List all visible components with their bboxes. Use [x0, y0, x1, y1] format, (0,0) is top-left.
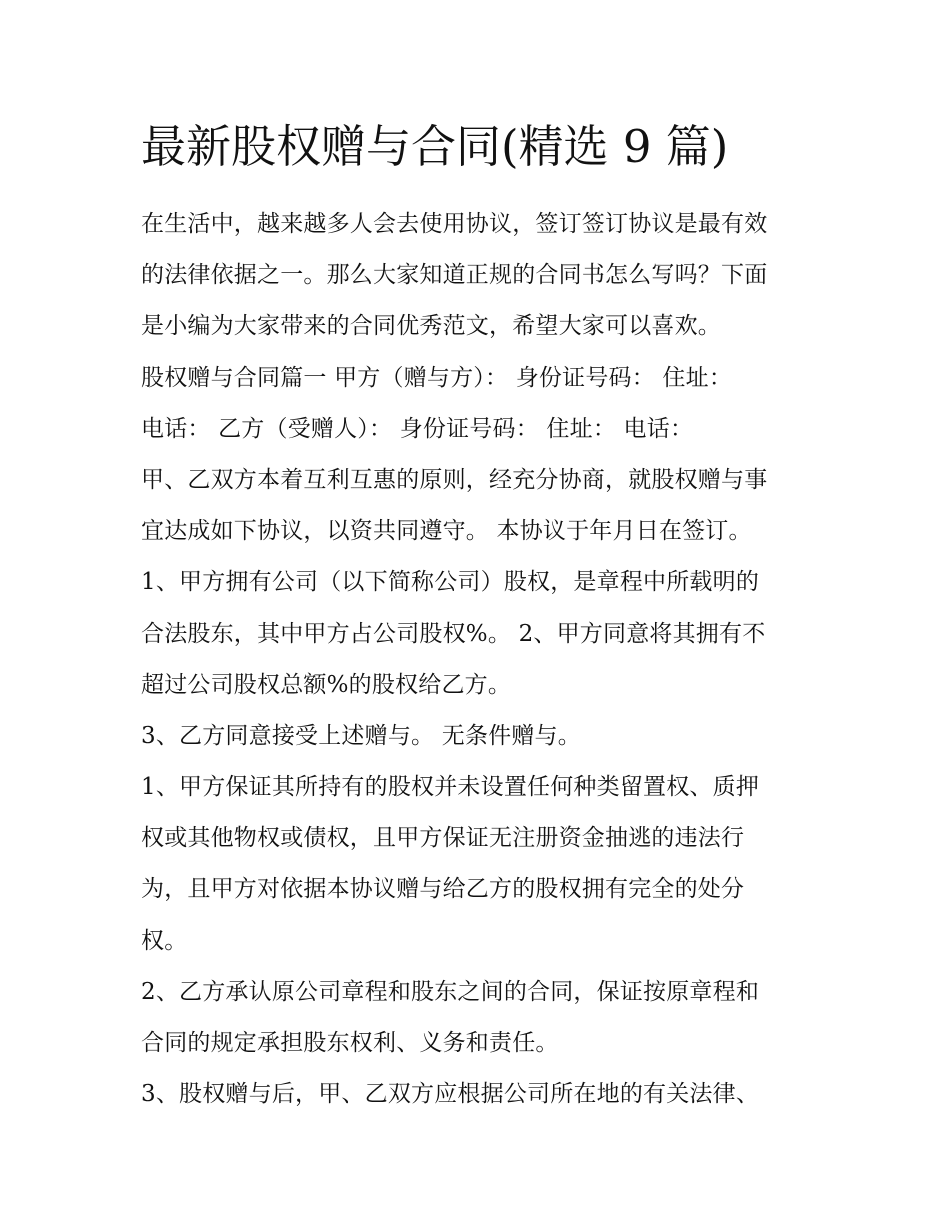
text-line: 合法股东，其中甲方占公司股权%。 2、甲方同意将其拥有不	[141, 620, 766, 647]
text-line: 3、乙方同意接受上述赠与。 无条件赠与。	[141, 722, 581, 749]
text-line: 的法律依据之一。那么大家知道正规的合同书怎么写吗？下面	[141, 262, 768, 289]
text-line: 权。	[141, 927, 188, 954]
text-line: 股权赠与合同篇一 甲方（赠与方）： 身份证号码： 住址：	[141, 364, 733, 391]
text-line: 为，且甲方对依据本协议赠与给乙方的股权拥有完全的处分	[141, 876, 745, 903]
text-line: 1、甲方拥有公司（以下简称公司）股权，是章程中所载明的	[141, 569, 760, 596]
text-line: 3、股权赠与后，甲、乙双方应根据公司所在地的有关法律、	[141, 1081, 760, 1108]
text-line: 1、甲方保证其所持有的股权并未设置任何种类留置权、质押	[141, 774, 760, 801]
text-line: 2、乙方承认原公司章程和股东之间的合同，保证按原章程和	[141, 978, 760, 1005]
text-line: 电话： 乙方（受赠人）： 身份证号码： 住址： 电话：	[141, 415, 694, 442]
text-line: 甲、乙双方本着互利互惠的原则，经充分协商，就股权赠与事	[141, 466, 768, 493]
text-line: 超过公司股权总额%的股权给乙方。	[141, 671, 512, 698]
text-line: 宜达成如下协议，以资共同遵守。 本协议于年月日在签订。	[141, 518, 752, 545]
document-title: 最新股权赠与合同(精选 9 篇)	[141, 120, 729, 173]
text-line: 合同的规定承担股东权利、义务和责任。	[141, 1030, 559, 1056]
text-line: 权或其他物权或债权，且甲方保证无注册资金抽逃的违法行	[141, 825, 745, 852]
text-line: 是小编为大家带来的合同优秀范文，希望大家可以喜欢。	[141, 313, 721, 340]
text-line: 在生活中，越来越多人会去使用协议，签订签订协议是最有效	[141, 211, 768, 237]
document-body	[141, 199, 821, 1120]
